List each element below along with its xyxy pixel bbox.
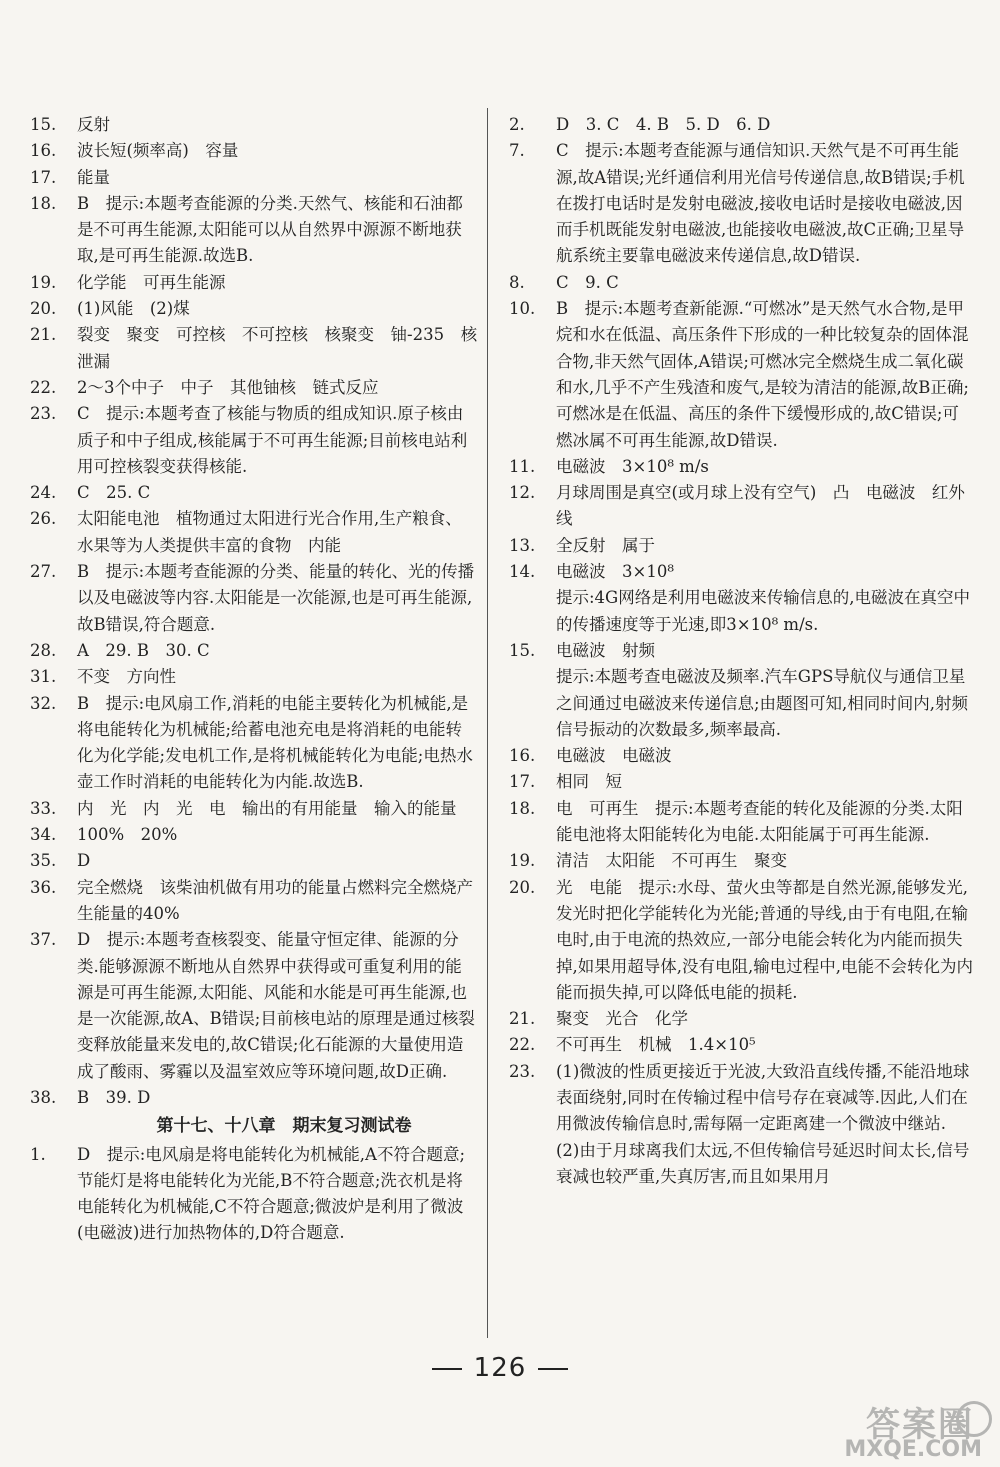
answer-item <box>30 191 478 270</box>
answer-item <box>509 875 975 1006</box>
answer-text: 不变 方向性 <box>77 667 176 687</box>
answer-text: D 3. C 4. B 5. D 6. D <box>556 115 771 134</box>
answer-text: 内 光 内 光 电 输出的有用能量 输入的能量 <box>77 798 457 818</box>
watermark-url: MXQE.COM <box>844 1437 982 1462</box>
answer-item <box>30 112 478 138</box>
answer-text: B 提示:本题考查能源的分类、能量的转化、光的传播以及电磁波等内容.太阳能是一次能源,也是可再生能源,故B错误,符合题意. <box>77 562 475 634</box>
answer-hint: 提示:4G网络是利用电磁波来传输信息的,电磁波在真空中的传播速度等于光速,即3×10⁸ m/s. <box>556 588 970 634</box>
answer-number: 21. <box>509 1009 536 1029</box>
watermark-circle-icon <box>956 1401 992 1437</box>
answer-number: 23. <box>30 404 57 424</box>
answer-text: 清洁 太阳能 不可再生 聚变 <box>556 851 787 871</box>
answer-item <box>30 664 478 690</box>
answer-item <box>30 848 478 874</box>
answer-item <box>30 796 478 822</box>
answer-number: 8. <box>509 272 525 292</box>
answer-text: 反射 <box>77 115 110 134</box>
answer-item <box>509 480 975 533</box>
right-column <box>509 112 975 1190</box>
answer-item <box>30 506 478 559</box>
answer-text: B 提示:电风扇工作,消耗的电能主要转化为机械能,是将电能转化为机械能;给蓄电池充电是将消耗的电能转化为化学能;发电机工作,是将机械能转化为电能;电热水壶工作时消耗的电能转化为内能.故选B. <box>77 693 473 792</box>
answer-number: 7. <box>509 141 525 161</box>
answer-item <box>509 270 975 296</box>
answer-text: 不可再生 机械 1.4×10⁵ <box>556 1035 756 1055</box>
answer-text: 聚变 光合 化学 <box>556 1009 688 1029</box>
answer-text: (1)微波的性质更接近于光波,大致沿直线传播,不能沿地球表面绕射,同时在传输过程中信号存在衰减等.因此,人们在用微波传输信息时,需每隔一定距离建一个微波中继站. <box>556 1061 970 1134</box>
answer-number: 19. <box>509 851 536 871</box>
answer-item <box>509 848 975 874</box>
answer-number: 22. <box>509 1035 536 1055</box>
answer-number: 35. <box>30 851 57 871</box>
answer-text: 波长短(频率高) 容量 <box>77 141 239 161</box>
answer-item <box>30 270 478 296</box>
answer-item <box>30 1085 478 1111</box>
page-number: 126 <box>473 1353 527 1383</box>
answer-text: C 9. C <box>556 272 619 292</box>
left-answer-list-2 <box>30 1142 478 1247</box>
left-answer-list <box>30 112 478 1111</box>
answer-item <box>509 638 975 664</box>
answer-item <box>509 112 975 138</box>
answer-text: B 39. D <box>77 1087 151 1107</box>
answer-number: 21. <box>30 325 57 345</box>
answer-number: 33. <box>30 798 57 818</box>
answer-item <box>30 927 478 1085</box>
answer-number: 19. <box>30 272 57 292</box>
answer-text: 裂变 聚变 可控核 不可控核 核聚变 铀-235 核泄漏 <box>77 325 478 371</box>
answer-text: 电磁波 3×10⁸ m/s <box>556 456 709 476</box>
answer-number: 28. <box>30 640 57 660</box>
answer-number: 15. <box>509 640 536 660</box>
answer-item <box>30 1142 478 1247</box>
answer-text: 完全燃烧 该柴油机做有用功的能量占燃料完全燃烧产生能量的40% <box>77 877 473 923</box>
answer-number: 23. <box>509 1061 536 1081</box>
answer-item <box>30 138 478 164</box>
answer-number: 10. <box>509 299 536 319</box>
answer-number: 14. <box>509 562 536 582</box>
answer-number: 18. <box>509 798 536 818</box>
answer-number: 16. <box>509 746 536 766</box>
answer-number: 11. <box>509 456 536 476</box>
answer-item <box>509 796 975 849</box>
answer-hint: 提示:本题考查电磁波及频率.汽车GPS导航仪与通信卫星之间通过电磁波来传递信息;由题图可知,相同时间内,射频信号振动的次数最多,频率最高. <box>556 667 969 739</box>
answer-text: 电磁波 电磁波 <box>556 746 672 766</box>
watermark <box>782 1397 992 1463</box>
answer-number: 22. <box>30 377 57 397</box>
answer-item <box>509 769 975 795</box>
answer-number: 36. <box>30 877 57 897</box>
answer-item <box>509 533 975 559</box>
answer-number: 31. <box>30 667 57 687</box>
answer-item <box>30 822 478 848</box>
answer-number: 27. <box>30 562 57 582</box>
answer-item <box>509 296 975 454</box>
answer-number: 2. <box>509 115 525 134</box>
answer-text: 相同 短 <box>556 772 622 792</box>
answer-text: 光 电能 提示:水母、萤火虫等都是自然光源,能够发光,发光时把化学能转化为光能;普通的导线,由于有电阻,在输电时,由于电流的热效应,一部分电能会转化为内能而损失掉,如果用超导体,没有电阻,输电过程中,电能不会转化为内能而损失掉,可以降低电能的损耗. <box>556 877 973 1002</box>
answer-text: 能量 <box>77 167 110 187</box>
answer-text: (1)风能 (2)煤 <box>77 299 190 319</box>
answer-number: 24. <box>30 483 57 503</box>
answer-item <box>30 480 478 506</box>
answer-number: 1. <box>30 1144 46 1164</box>
answer-text: 100% 20% <box>77 825 178 845</box>
answer-item <box>509 454 975 480</box>
answer-number: 17. <box>509 772 536 792</box>
answer-item <box>30 875 478 928</box>
footer-dash <box>538 1368 568 1370</box>
answer-item <box>30 559 478 638</box>
answer-item <box>509 743 975 769</box>
answer-item <box>30 165 478 191</box>
answer-number: 26. <box>30 509 57 529</box>
section-heading: 第十七、十八章 期末复习测试卷 <box>156 1116 412 1137</box>
answer-text: C 25. C <box>77 483 151 503</box>
answer-number: 38. <box>30 1087 57 1107</box>
answer-text: 电磁波 射频 <box>556 640 655 660</box>
answer-text: 全反射 属于 <box>556 535 655 555</box>
answer-text: 化学能 可再生能源 <box>77 272 226 292</box>
answer-text: 2～3个中子 中子 其他铀核 链式反应 <box>77 377 379 397</box>
answer-number: 18. <box>30 193 57 213</box>
answer-number: 17. <box>30 167 57 187</box>
answer-number: 34. <box>30 825 57 845</box>
answer-text: C 提示:本题考查了核能与物质的组成知识.原子核由质子和中子组成,核能属于不可再生能源;目前核电站利用可控核裂变获得核能. <box>77 404 468 476</box>
answer-item <box>30 401 478 480</box>
answer-text: D <box>77 851 91 871</box>
answer-item <box>30 375 478 401</box>
answer-number: 32. <box>30 693 57 713</box>
answer-item <box>30 691 478 796</box>
answer-item <box>509 1059 975 1138</box>
answer-text: D 提示:本题考查核裂变、能量守恒定律、能源的分类.能够源源不断地从自然界中获得或可重复利用的能源是可再生能源,太阳能、风能和水能是可再生能源,也是一次能源,故A、B错误;目前核电站的原理是通过核裂变释放能量来发电的,故C错误;化石能源的大量使用造成了酸雨、雾霾以及温室效应等环境问题,故D正确. <box>77 930 475 1081</box>
answer-text: 月球周围是真空(或月球上没有空气) 凸 电磁波 红外线 <box>556 483 965 529</box>
answer-text: 电 可再生 提示:本题考查能的转化及能源的分类.太阳能电池将太阳能转化为电能.太阳能属于可再生能源. <box>556 798 963 845</box>
page-footer <box>0 1353 1000 1383</box>
watermark-text: 答案圈 <box>866 1405 974 1445</box>
left-column <box>30 112 478 1247</box>
answer-text: D 提示:电风扇是将电能转化为机械能,A不符合题意;节能灯是将电能转化为光能,B不符合题意;洗衣机是将电能转化为机械能,C不符合题意;微波炉是利用了微波(电磁波)进行加热物体的,D符合题意. <box>77 1144 466 1243</box>
answer-item <box>30 322 478 375</box>
answer-number: 37. <box>30 930 57 950</box>
answer-text: 电磁波 3×10⁸ <box>556 562 674 582</box>
answer-number: 20. <box>30 299 57 319</box>
answer-number: 13. <box>509 535 536 555</box>
answer-number: 20. <box>509 877 536 897</box>
footer-dash <box>432 1368 462 1370</box>
answer-text: A 29. B 30. C <box>77 640 210 660</box>
answer-text: C 提示:本题考查能源与通信知识.天然气是不可再生能源,故A错误;光纤通信利用光信号传递信息,故B错误;手机在拨打电话时是发射电磁波,接收电话时是接收电磁波,因而手机既能发射电磁波,也能接收电磁波,故C正确;卫星导航系统主要靠电磁波来传递信息,故D错误. <box>556 141 965 266</box>
answer-number: 16. <box>30 141 57 161</box>
column-divider <box>487 108 488 1338</box>
answer-item <box>509 1006 975 1032</box>
answer-item <box>30 296 478 322</box>
answer-text: 太阳能电池 植物通过太阳进行光合作用,生产粮食、水果等为人类提供丰富的食物 内能 <box>77 509 462 555</box>
answer-item <box>509 1032 975 1058</box>
answer-hint: (2)由于月球离我们太远,不但传输信号延迟时间太长,信号衰减也较严重,失真厉害,而且如果用月 <box>556 1140 970 1186</box>
answer-item <box>30 638 478 664</box>
answer-item <box>509 138 975 269</box>
right-answer-list <box>509 112 975 1190</box>
answer-item <box>509 559 975 585</box>
answer-number: 15. <box>30 115 57 134</box>
answer-text: B 提示:本题考查能源的分类.天然气、核能和石油都是不可再生能源,太阳能可以从自然界中源源不断地获取,是可再生能源.故选B. <box>77 193 463 266</box>
answer-number: 12. <box>509 483 536 503</box>
answer-text: B 提示:本题考查新能源.“可燃冰”是天然气水合物,是甲烷和水在低温、高压条件下形成的一种比较复杂的固体混合物,非天然气固体,A错误;可燃冰完全燃烧生成二氧化碳和水,几乎不产生残渣和废气,是较为清洁的能源,故B正确;可燃冰是在低温、高压的条件下缓慢形成的,故C错误;可燃冰属不可再生能源,故D错误. <box>556 299 969 450</box>
